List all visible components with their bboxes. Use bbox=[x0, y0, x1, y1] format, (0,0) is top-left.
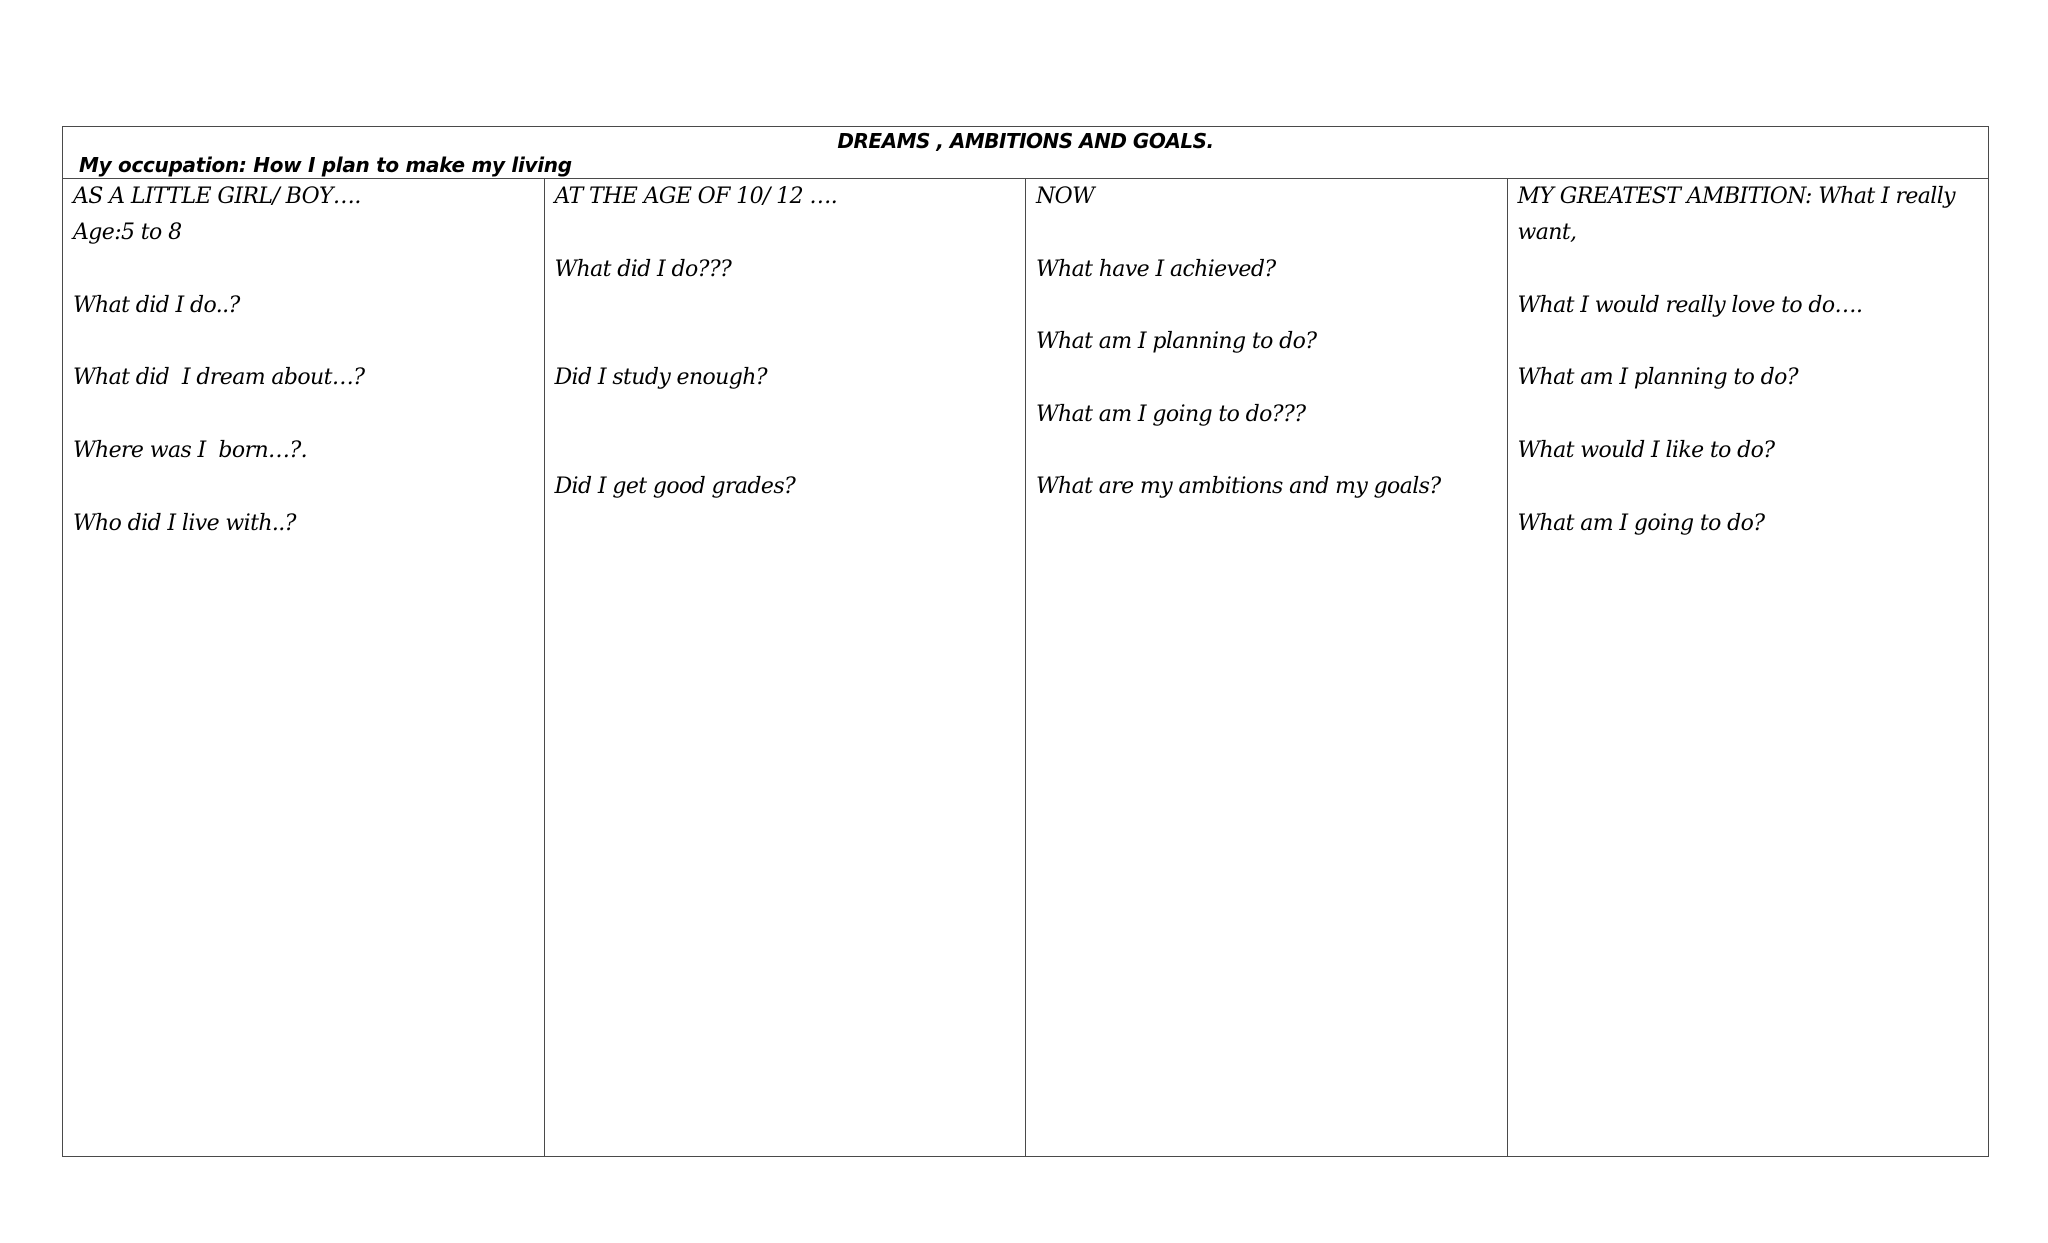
prompt-line: Where was I born…?. bbox=[73, 438, 308, 464]
prompt-line: What am I going to do??? bbox=[1036, 401, 1306, 427]
worksheet-header bbox=[63, 127, 1988, 179]
blank-line bbox=[1036, 215, 1495, 251]
blank-line bbox=[555, 215, 1014, 251]
prompt-line: What am I planning to do? bbox=[1517, 365, 1798, 391]
column-heading: AS A LITTLE GIRL/ BOY…. bbox=[73, 184, 361, 209]
prompt-line: What have I achieved? bbox=[1036, 256, 1276, 282]
worksheet-columns bbox=[63, 179, 1988, 1156]
blank-line bbox=[555, 288, 1014, 324]
blank-line bbox=[1036, 360, 1495, 396]
prompt-line: What are my ambitions and my goals? bbox=[1036, 474, 1441, 500]
blank-line bbox=[1518, 252, 1977, 288]
blank-line bbox=[1518, 397, 1977, 433]
column-age-10-12 bbox=[544, 179, 1026, 1156]
prompt-line: What am I going to do? bbox=[1517, 510, 1765, 536]
column-now bbox=[1025, 179, 1507, 1156]
blank-line bbox=[1036, 433, 1495, 469]
column-greatest-ambition bbox=[1507, 179, 1989, 1156]
blank-line bbox=[1518, 469, 1977, 505]
worksheet-table bbox=[62, 126, 1989, 1157]
column-heading: NOW bbox=[1036, 184, 1095, 209]
blank-line bbox=[1518, 324, 1977, 360]
blank-line bbox=[73, 469, 532, 505]
prompt-line: What I would really love to do…. bbox=[1517, 292, 1863, 318]
prompt-line: What did I dream about…? bbox=[73, 365, 365, 391]
prompt-line: What did I do??? bbox=[554, 256, 732, 282]
worksheet-title: DREAMS , AMBITIONS AND GOALS. bbox=[837, 129, 1214, 153]
occupation-label: My occupation: How I plan to make my living bbox=[79, 153, 572, 177]
blank-line bbox=[555, 433, 1014, 469]
prompt-line: Did I study enough? bbox=[554, 365, 767, 391]
blank-line bbox=[1036, 288, 1495, 324]
column-heading: MY GREATEST AMBITION: What I really want, bbox=[1517, 184, 1956, 246]
blank-line bbox=[555, 324, 1014, 360]
blank-line bbox=[73, 397, 532, 433]
blank-line bbox=[73, 324, 532, 360]
blank-line bbox=[73, 252, 532, 288]
blank-line bbox=[555, 397, 1014, 433]
prompt-line: Did I get good grades? bbox=[554, 474, 796, 500]
prompt-line: What am I planning to do? bbox=[1036, 329, 1317, 355]
prompt-line: What did I do..? bbox=[73, 292, 240, 318]
prompt-line: What would I like to do? bbox=[1517, 438, 1775, 464]
prompt-line: Age:5 to 8 bbox=[73, 220, 182, 246]
prompt-line: Who did I live with..? bbox=[73, 510, 296, 536]
column-little-child bbox=[63, 179, 544, 1156]
column-heading: AT THE AGE OF 10/ 12 …. bbox=[554, 184, 838, 209]
